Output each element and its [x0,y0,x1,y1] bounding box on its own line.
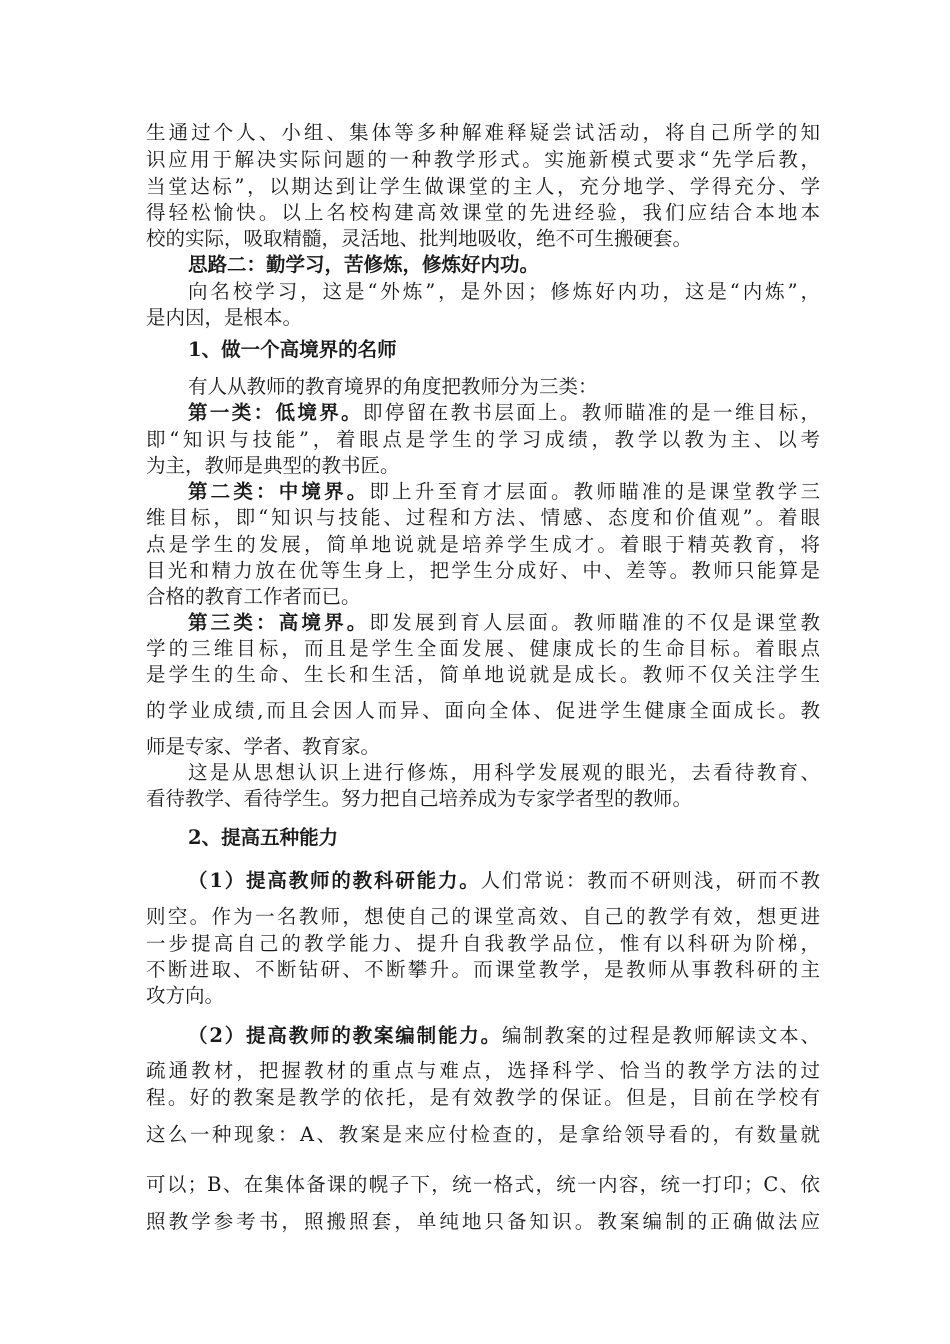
subsection-heading: 2、提高五种能力 [188,826,339,849]
paragraph-line: 疏通教材，把握教材的重点与难点，选择科学、恰当的教学方法的过 [146,1059,820,1082]
paragraph-line: 学的三维目标，而且是学生全面发展、健康成长的生命目标。着眼点 [146,637,820,660]
paragraph-line: 不断进取、不断钻研、不断攀升。而课堂教学，是教师从事教科研的主 [146,958,820,981]
category-label: 第二类：中境界。 [188,480,370,503]
paragraph-line: 校的实际，吸取精髓，灵活地、批判地吸收，绝不可生搬硬套。 [146,227,693,250]
ability-heading: （2）提高教师的教案编制能力。 [188,1024,502,1047]
paragraph-line: 当堂达标”，以期达到让学生做课堂的主人，充分地学、学得充分、学 [146,175,820,198]
paragraph-line: 生通过个人、小组、集体等多种解难释疑尝试活动，将自己所学的知 [146,121,820,144]
ability-heading: （1）提高教师的教科研能力。 [188,869,481,892]
paragraph-line: 是内因，是根本。 [146,306,303,329]
paragraph-line: 这么一种现象：A、教案是来应付检查的，是拿给领导看的，有数量就 [146,1123,820,1146]
paragraph-line: 的学业成绩,而且会因人而异、面向全体、促进学生健康全面成长。教 [146,699,820,722]
paragraph-line: 可以；B、在集体备课的幌子下，统一格式，统一内容，统一打印；C、依 [146,1173,820,1196]
subsection-heading: 1、做一个高境界的名师 [188,338,397,361]
paragraph-line: 识应用于解决实际问题的一种教学形式。实施新模式要求“先学后教， [146,148,820,171]
paragraph-line: 合格的教育工作者而已。 [146,585,361,608]
paragraph-line: 第三类：高境界。即发展到育人层面。教师瞄准的不仅是课堂教 [188,611,820,634]
category-label: 第三类：高境界。 [188,611,370,634]
paragraph-line: 则空。作为一名教师，想使自己的课堂高效、自己的教学有效，想更进 [146,905,820,928]
paragraph-line: 第一类：低境界。即停留在教书层面上。教师瞄准的是一维目标， [188,401,820,424]
paragraph-line: 即“知识与技能”，着眼点是学生的学习成绩，教学以教为主、以考 [146,428,820,451]
section-heading: 思路二：勤学习，苦修炼，修炼好内功。 [188,253,540,276]
paragraph-line: （1）提高教师的教科研能力。人们常说：教而不研则浅，研而不教 [188,869,820,892]
category-label: 第一类：低境界。 [188,401,363,424]
paragraph-line: 得轻松愉快。以上名校构建高效课堂的先进经验，我们应结合本地本 [146,201,820,224]
paragraph-line: 这是从思想认识上进行修炼，用科学发展观的眼光，去看待教育、 [188,761,820,784]
paragraph-line: 程。好的教案是教学的依托，是有效教学的保证。但是，目前在学校有 [146,1086,820,1109]
paragraph-line: 向名校学习，这是“外炼”，是外因；修炼好内功，这是“内炼”， [188,280,820,303]
paragraph-line: 攻方向。 [146,984,225,1007]
paragraph-line: 师是专家、学者、教育家。 [146,735,381,758]
paragraph-line: 维目标，即“知识与技能、过程和方法、情感、态度和价值观”。着眼 [146,506,820,529]
paragraph-line: 为主，教师是典型的教书匠。 [146,454,400,477]
paragraph-line: 一步提高自己的教学能力、提升自我教学品位，惟有以科研为阶梯， [146,932,820,955]
paragraph-line: 点是学生的发展，简单地说就是培养学生成才。着眼于精英教育，将 [146,533,820,556]
paragraph-line: 第二类：中境界。即上升至育才层面。教师瞄准的是课堂教学三 [188,480,820,503]
paragraph-line: 是学生的生命、生长和生活，简单地说就是成长。教师不仅关注学生 [146,663,820,686]
paragraph-line: 照教学参考书，照搬照套，单纯地只备知识。教案编制的正确做法应 [146,1210,820,1233]
paragraph-line: 看待教学、看待学生。努力把自己培养成为专家学者型的教师。 [146,787,693,810]
paragraph-line: 目光和精力放在优等生身上，把学生分成好、中、差等。教师只能算是 [146,559,820,582]
paragraph-line: 有人从教师的教育境界的角度把教师分为三类： [188,375,598,398]
paragraph-line: （2）提高教师的教案编制能力。编制教案的过程是教师解读文本、 [188,1024,820,1047]
